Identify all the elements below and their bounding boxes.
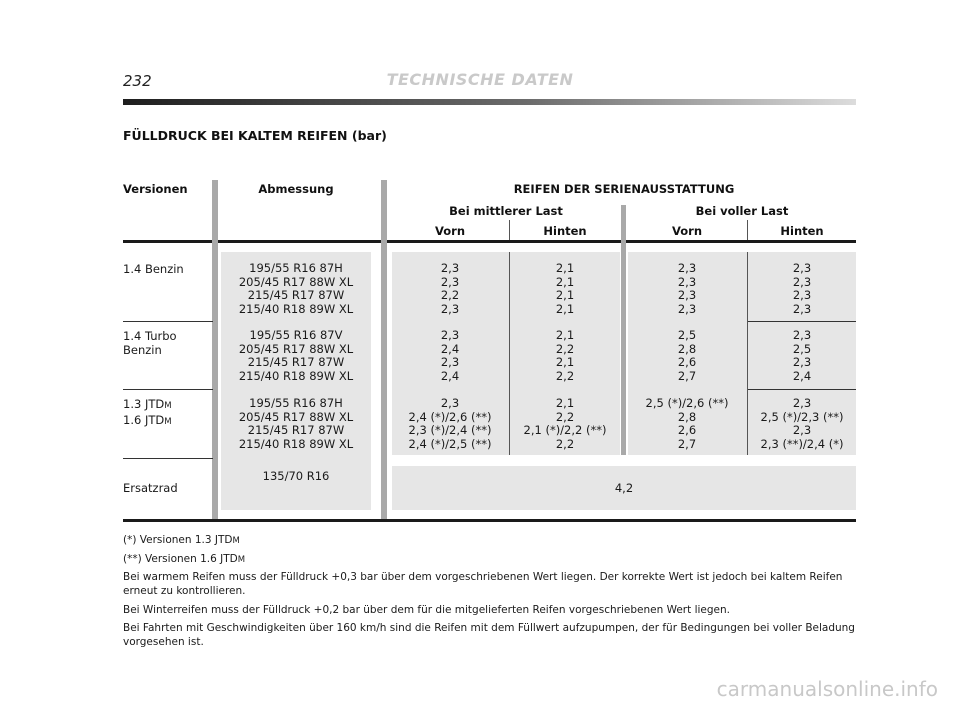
voll-vorn-row-3: 2,5 (*)/2,6 (**) 2,8 2,6 2,7 bbox=[645, 396, 729, 451]
row-rule-2a bbox=[123, 389, 213, 390]
mittel-vorn-row-1: 2,3 2,3 2,2 2,3 bbox=[440, 261, 460, 316]
section-title: TECHNISCHE DATEN bbox=[386, 70, 574, 89]
version-row-3: 1.3 JTDM 1.6 JTDM bbox=[123, 397, 172, 427]
version-row-2: 1.4 Turbo Benzin bbox=[123, 329, 177, 357]
row-rule-2b bbox=[748, 389, 856, 390]
voll-vorn-row-1: 2,3 2,3 2,3 2,3 bbox=[677, 261, 697, 316]
watermark: carmanualsonline.info bbox=[716, 677, 938, 701]
abmessung-ersatzrad: 135/70 R16 bbox=[262, 469, 330, 483]
note-winter-tyres: Bei Winterreifen muss der Fülldruck +0,2 bar über dem für die mitgelieferten Reifen vorgeschriebenen Wert liegen. bbox=[123, 604, 730, 616]
mittel-hinten-row-2: 2,1 2,2 2,1 2,2 bbox=[555, 328, 575, 383]
header-mittel-vorn: Vorn bbox=[434, 224, 466, 238]
page-number: 232 bbox=[123, 72, 152, 90]
row-rule-1b bbox=[748, 321, 856, 322]
druck-ersatzrad: 4,2 bbox=[614, 481, 634, 495]
header-mittel-hinten: Hinten bbox=[543, 224, 587, 238]
header-divider-voll bbox=[747, 220, 748, 240]
column-separator-1 bbox=[212, 180, 218, 522]
header-reifen: REIFEN DER SERIENAUSSTATTUNG bbox=[513, 182, 735, 196]
abmessung-row-3: 195/55 R16 87H 205/45 R17 88W XL 215/45 R17 87W 215/40 R18 89W XL bbox=[238, 396, 354, 451]
note-high-speed: Bei Fahrten mit Geschwindigkeiten über 160 km/h sind die Reifen mit dem Füllwert aufzupumpen, der für Bedingungen bei voller Beladung vorgesehen ist. bbox=[123, 622, 855, 648]
footnote-1: (*) Versionen 1.3 JTDM bbox=[123, 534, 240, 546]
header-rule bbox=[123, 99, 856, 105]
voll-hinten-row-3: 2,3 2,5 (*)/2,3 (**) 2,3 2,3 (**)/2,4 (*) bbox=[760, 396, 844, 451]
table-bottom-rule bbox=[123, 519, 856, 522]
header-mittlerer-last: Bei mittlerer Last bbox=[449, 204, 563, 218]
header-divider-mittel bbox=[509, 220, 510, 240]
footnote-2: (**) Versionen 1.6 JTDM bbox=[123, 553, 246, 565]
header-bottom-rule bbox=[123, 240, 856, 243]
mittel-vorn-row-3: 2,3 2,4 (*)/2,6 (**) 2,3 (*)/2,4 (**) 2,4 (*)/2,5 (**) bbox=[408, 396, 492, 451]
header-voll-hinten: Hinten bbox=[780, 224, 824, 238]
header-voller-last: Bei voller Last bbox=[695, 204, 789, 218]
mittel-vorn-row-2: 2,3 2,4 2,3 2,4 bbox=[440, 328, 460, 383]
voll-vorn-row-2: 2,5 2,8 2,6 2,7 bbox=[677, 328, 697, 383]
row-rule-3a bbox=[123, 458, 213, 459]
column-separator-3 bbox=[621, 205, 626, 455]
version-row-1: 1.4 Benzin bbox=[123, 262, 184, 276]
abmessung-row-1: 195/55 R16 87H 205/45 R17 88W XL 215/45 R17 87W 215/40 R18 89W XL bbox=[238, 261, 354, 316]
mittel-hinten-row-1: 2,1 2,1 2,1 2,1 bbox=[555, 261, 575, 316]
mittel-hinten-row-3: 2,1 2,2 2,1 (*)/2,2 (**) 2,2 bbox=[523, 396, 607, 451]
abmessung-row-2: 195/55 R16 87V 205/45 R17 88W XL 215/45 R17 87W 215/40 R18 89W XL bbox=[238, 328, 354, 383]
table-title: FÜLLDRUCK BEI KALTEM REIFEN (bar) bbox=[123, 128, 387, 143]
voll-hinten-row-2: 2,3 2,5 2,3 2,4 bbox=[792, 328, 812, 383]
row-rule-1a bbox=[123, 321, 213, 322]
note-warm-tyres: Bei warmem Reifen muss der Fülldruck +0,3 bar über dem vorgeschriebenen Wert liegen. Der korrekte Wert ist jedoch bei kaltem Reifen erneut zu kontrollieren. bbox=[123, 571, 843, 597]
header-versionen: Versionen bbox=[123, 182, 188, 196]
column-separator-2 bbox=[381, 180, 387, 522]
header-abmessung: Abmessung bbox=[258, 182, 334, 196]
header-voll-vorn: Vorn bbox=[671, 224, 703, 238]
version-ersatzrad: Ersatzrad bbox=[123, 481, 178, 495]
voll-hinten-row-1: 2,3 2,3 2,3 2,3 bbox=[792, 261, 812, 316]
